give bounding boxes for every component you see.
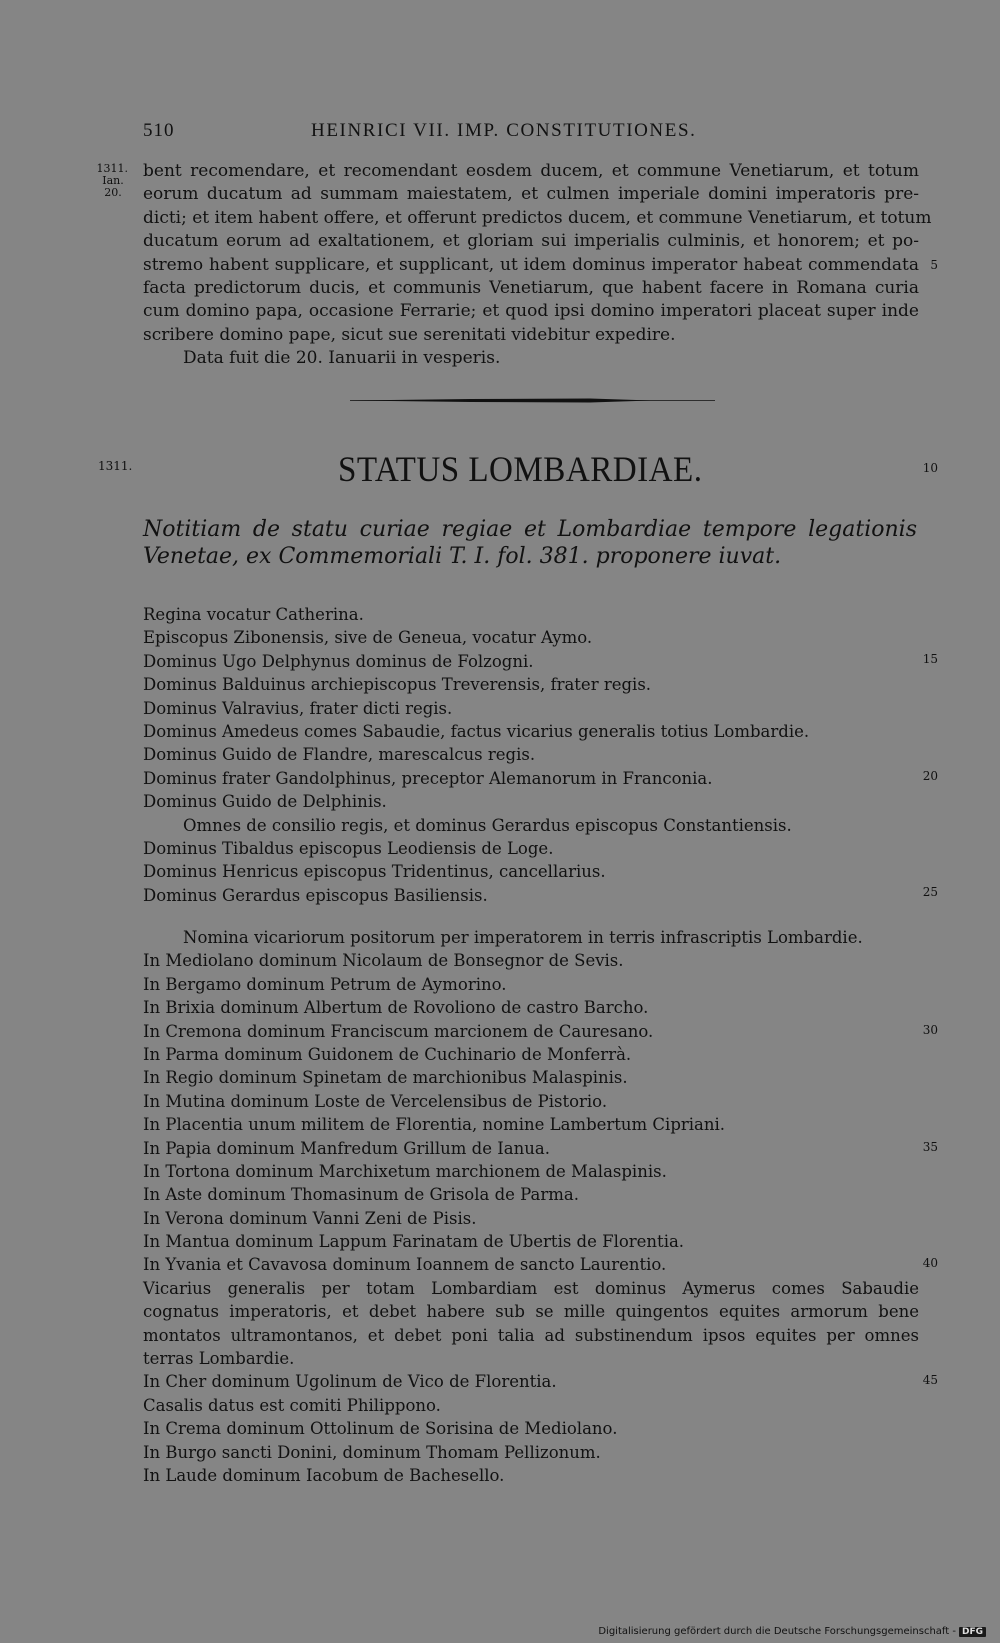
line-number: 20 — [922, 769, 938, 783]
list-item: In Mediolano dominum Nicolaum de Bonsegnor de Sevis. — [143, 951, 624, 971]
list-item: In Placentia unum militem de Florentia, nomine Lambertum Cipriani. — [143, 1115, 726, 1135]
list-item: In Verona dominum Vanni Zeni de Pisis. — [143, 1208, 477, 1228]
list-item: Omnes de consilio regis, et dominus Gerardus episcopus Constantiensis. — [183, 815, 792, 835]
margin-date — [88, 163, 128, 199]
list-item: Dominus Valravius, frater dicti regis. — [143, 698, 453, 718]
margin-date-year: 1311. — [96, 162, 128, 175]
list-item: In Tortona dominum Marchixetum marchionem de Malaspinis. — [143, 1161, 667, 1181]
list-item: In Burgo sancti Donini, dominum Thomam Pellizonum. — [143, 1442, 601, 1462]
text-line: ducatum eorum ad exaltationem, et gloriam sui imperialis culminis, et honorem; et po- — [143, 231, 919, 252]
list-item: Dominus Guido de Flandre, marescalcus regis. — [143, 745, 536, 765]
margin-date-month: Ian. — [102, 174, 124, 187]
list-item: In Cremona dominum Franciscum marcionem de Cauresano. — [143, 1021, 654, 1041]
line-number: 40 — [922, 1256, 938, 1270]
text-line: eorum ducatum ad summam maiestatem, et culmen imperiale domini imperatoris pre- — [143, 184, 919, 205]
line-number: 10 — [922, 461, 938, 475]
list-item: In Yvania et Cavavosa dominum Ioannem de sancto Laurentio. — [143, 1255, 667, 1275]
line-number: 5 — [930, 258, 938, 272]
intro-line: Notitiam de statu curiae regiae et Lombardiae tempore legationis — [143, 517, 917, 542]
text-line: Vicarius generalis per totam Lombardiam est dominus Aymerus comes Sabaudie — [143, 1278, 919, 1298]
list-item: In Laude dominum Iacobum de Bachesello. — [143, 1465, 505, 1485]
list-item: In Aste dominum Thomasinum de Grisola de Parma. — [143, 1185, 579, 1205]
list-item: Dominus Amedeus comes Sabaudie, factus vicarius generalis totius Lombardie. — [143, 721, 810, 741]
first-section-text — [143, 160, 932, 371]
text-line: bent recomendare, et recomendant eosdem ducem, et commune Venetiarum, et totum — [143, 161, 919, 181]
running-header — [143, 120, 748, 146]
line-number: 30 — [922, 1023, 938, 1037]
list-item: Dominus Tibaldus episcopus Leodiensis de Loge. — [143, 838, 554, 858]
running-title: HEINRICI VII. IMP. CONSTITUTIONES. — [311, 120, 697, 141]
list-item: In Bergamo dominum Petrum de Aymorino. — [143, 974, 507, 994]
digitization-footer — [598, 1626, 986, 1637]
list-item: In Mantua dominum Lappum Farinatam de Ubertis de Florentia. — [143, 1232, 685, 1252]
list-item: Casalis datus est comiti Philippono. — [143, 1395, 441, 1415]
list-item: In Parma dominum Guidonem de Cuchinario de Monferrà. — [143, 1044, 632, 1064]
list-item: In Mutina dominum Loste de Vercelensibus de Pistorio. — [143, 1091, 608, 1111]
line-number: 25 — [922, 885, 938, 899]
list-item: In Regio dominum Spinetam de marchionibus Malaspinis. — [143, 1068, 628, 1088]
list-item: In Papia dominum Manfredum Grillum de Ianua. — [143, 1138, 550, 1158]
footer-text: Digitalisierung gefördert durch die Deutsche Forschungsgemeinschaft - — [598, 1626, 956, 1637]
line-number: 35 — [922, 1140, 938, 1154]
section-intro — [143, 516, 917, 570]
section-title: STATUS LOMBARDIAE. — [338, 449, 703, 489]
section-divider-rule — [350, 398, 715, 403]
vicars-heading: Nomina vicariorum positorum per imperatorem in terris infrascriptis Lombardie. — [183, 928, 863, 947]
closing-line: Data fuit die 20. Ianuarii in vesperis. — [183, 348, 501, 369]
list-item: Dominus Gerardus episcopus Basiliensis. — [143, 885, 488, 905]
line-number: 45 — [922, 1373, 938, 1387]
line-number: 15 — [922, 652, 938, 666]
text-line: scribere domino pape, sicut sue serenitati videbitur expedire. — [143, 324, 676, 345]
margin-date-day: 20. — [104, 186, 122, 199]
curia-list — [143, 603, 919, 907]
text-line: terras Lombardie. — [143, 1349, 295, 1369]
intro-line: Venetae, ex Commemoriali T. I. fol. 381. proponere iuvat. — [143, 544, 782, 569]
list-item: Dominus Guido de Delphinis. — [143, 792, 387, 812]
list-item: In Brixia dominum Albertum de Rovoliono de castro Barcho. — [143, 998, 649, 1018]
list-item: Regina vocatur Catherina. — [143, 605, 364, 624]
text-line: facta predictorum ducis, et communis Venetiarum, que habent facere in Romana curia — [143, 277, 919, 298]
text-line: cum domino papa, occasione Ferrarie; et quod ipsi domino imperatori placeat super inde — [143, 301, 919, 322]
list-item: Episcopus Zibonensis, sive de Geneua, vocatur Aymo. — [143, 628, 593, 648]
list-item: Dominus frater Gandolphinus, preceptor Alemanorum in Franconia. — [143, 768, 713, 788]
text-line: stremo habent supplicare, et supplicant, ut idem dominus imperator habeat commendata — [143, 254, 919, 275]
text-line: cognatus imperatoris, et debet habere sub se mille quingentos equites armorum bene — [143, 1302, 919, 1322]
section-year: 1311. — [98, 459, 133, 473]
page-number: 510 — [143, 120, 175, 141]
list-item: Dominus Balduinus archiepiscopus Treverensis, frater regis. — [143, 675, 652, 695]
list-item: In Cher dominum Ugolinum de Vico de Florentia. — [143, 1372, 557, 1392]
text-line: dicti; et item habent offere, et offerunt predictos ducem, et commune Venetiarum, et totum — [143, 207, 932, 228]
vicars-list — [143, 926, 919, 1487]
list-item: In Crema dominum Ottolinum de Sorisina de Mediolano. — [143, 1419, 618, 1439]
list-item: Dominus Ugo Delphynus dominus de Folzogni. — [143, 651, 534, 671]
text-line: montatos ultramontanos, et debet poni talia ad substinendum ipsos equites per omnes — [143, 1325, 919, 1345]
dfg-logo: DFG — [959, 1627, 986, 1637]
list-item: Dominus Henricus episcopus Tridentinus, cancellarius. — [143, 862, 606, 882]
